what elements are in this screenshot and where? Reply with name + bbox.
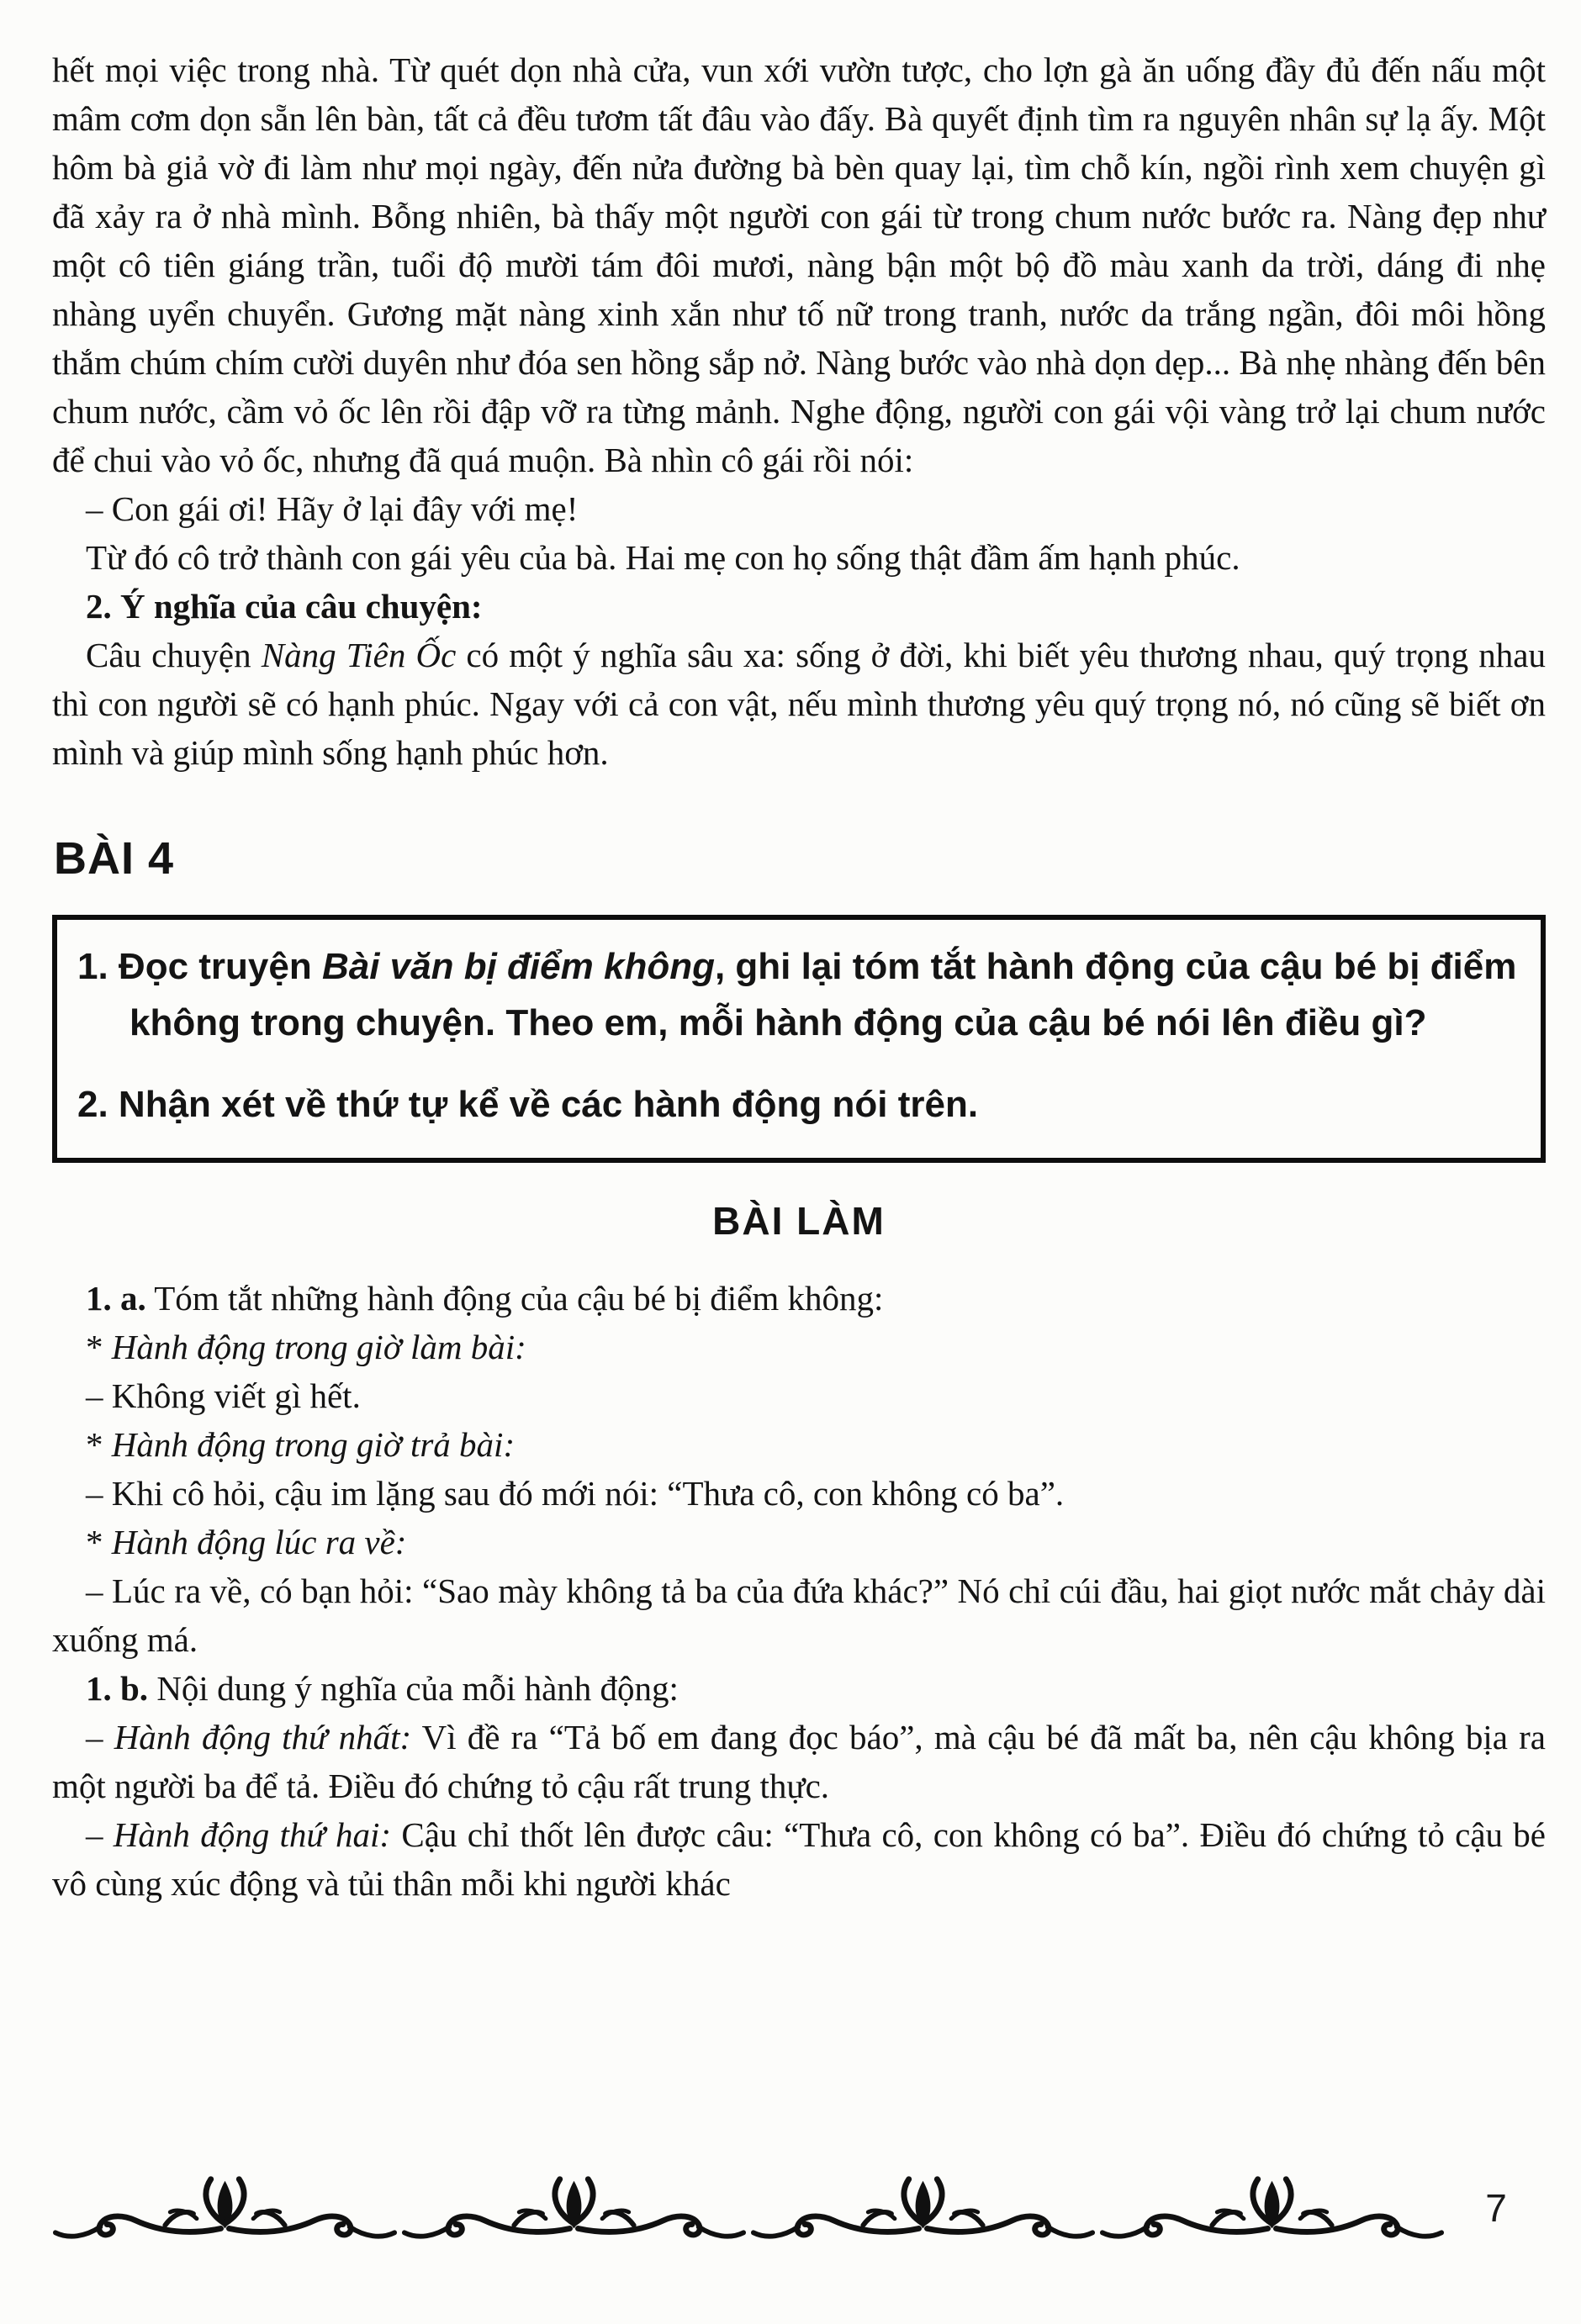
task-1-story-title: Bài văn bị điểm không xyxy=(321,946,715,987)
meaning-text-post: có một ý nghĩa sâu xa: sống ở đời, khi biết yêu thương nhau, quý trọng nhau thì con người sẽ có hạnh phúc. Ngay với cả con vật, nếu mình thương yêu quý trọng nó, nó cũng sẽ biết ơn mình và giúp mình sống hạnh phúc hơn. xyxy=(52,636,1546,772)
story-meaning-heading: 2. Ý nghĩa của câu chuyện: xyxy=(86,587,483,626)
story-section xyxy=(52,45,1546,777)
meaning-2-text: Cậu chỉ thốt lên được câu: “Thưa cô, con không có ba”. Điều đó chứng tỏ cậu bé vô cùng xúc động và tủi thân mỗi khi người khác xyxy=(52,1815,1547,1903)
answer-heading: BÀI LÀM xyxy=(712,1199,886,1243)
dash-marker: – xyxy=(86,1815,114,1854)
answer-item-1b xyxy=(52,1664,1546,1713)
dash-marker: – xyxy=(86,1718,114,1756)
action-title-3-text: Hành động lúc ra về: xyxy=(111,1523,407,1561)
task-item-1 xyxy=(77,938,1519,1051)
story-meaning-paragraph xyxy=(52,631,1546,777)
answer-item-1a xyxy=(52,1274,1546,1323)
action-note-3: – Lúc ra về, có bạn hỏi: “Sao mày không tả ba của đứa khác?” Nó chỉ cúi đầu, hai giọt nước mắt chảy dài xuống má. xyxy=(52,1571,1546,1659)
action-title-1 xyxy=(52,1323,1546,1371)
action-note-1: – Không viết gì hết. xyxy=(86,1376,361,1415)
answer-item-1a-text: Tóm tắt những hành động của cậu bé bị điểm không: xyxy=(145,1279,884,1318)
answer-section xyxy=(52,1274,1546,1908)
action-note-2: – Khi cô hỏi, cậu im lặng sau đó mới nói: “Thưa cô, con không có ba”. xyxy=(86,1474,1065,1513)
star-marker: * xyxy=(86,1425,103,1464)
answer-item-1b-text: Nội dung ý nghĩa của mỗi hành động: xyxy=(148,1669,679,1708)
footer-ornament xyxy=(50,2171,1446,2245)
answer-item-1a-label: 1. a. xyxy=(86,1279,146,1318)
action-title-1-text: Hành động trong giờ làm bài: xyxy=(111,1328,526,1366)
meaning-2-label: Hành động thứ hai: xyxy=(113,1815,392,1854)
story-paragraph-continuation: hết mọi việc trong nhà. Từ quét dọn nhà cửa, vun xới vườn tược, cho lợn gà ăn uống đầy đủ đến nấu một mâm cơm dọn sẵn lên bàn, tất cả đều tươm tất đâu vào đấy. Bà quyết định tìm ra nguyên nhân sự lạ ấy. Một hôm bà giả vờ đi làm như mọi ngày, đến nửa đường bà bèn quay lại, tìm chỗ kín, ngồi rình xem chuyện gì đã xảy ra ở nhà mình. Bỗng nhiên, bà thấy một người con gái từ trong chum nước bước ra. Nàng đẹp như một cô tiên giáng trần, tuổi độ mười tám đôi mươi, nàng bận một bộ đồ màu xanh da trời, dáng đi nhẹ nhàng uyển chuyển. Gương mặt nàng xinh xắn như tố nữ trong tranh, nước da trắng ngần, đôi môi hồng thắm chúm chím cười duyên như đóa sen hồng sắp nở. Nàng bước vào nhà dọn dẹp... Bà nhẹ nhàng đến bên chum nước, cầm vỏ ốc lên rồi đập vỡ ra từng mảnh. Nghe động, người con gái vội vàng trở lại chum nước để chui vào vỏ ốc, nhưng đã quá muộn. Bà nhìn cô gái rồi nói: xyxy=(52,50,1546,479)
page-footer xyxy=(50,2171,1546,2245)
task-2-number: 2. xyxy=(77,1084,108,1125)
story-dialogue-line: – Con gái ơi! Hãy ở lại đây với mẹ! xyxy=(86,489,579,528)
action-title-2-text: Hành động trong giờ trả bài: xyxy=(111,1425,516,1464)
task-2-text: Nhận xét về thứ tự kể về các hành động nói trên. xyxy=(108,1084,979,1125)
meaning-paragraph-2 xyxy=(52,1810,1546,1908)
meaning-1-text: Vì đề ra “Tả bố em đang đọc báo”, mà cậu bé đã mất ba, nên cậu không bịa ra một người ba để tả. Điều đó chứng tỏ cậu rất trung thực. xyxy=(52,1718,1547,1805)
task-1-text-pre: Đọc truyện xyxy=(108,946,322,987)
action-title-2 xyxy=(52,1420,1546,1469)
task-box xyxy=(52,915,1546,1163)
star-marker: * xyxy=(86,1328,103,1366)
meaning-paragraph-1 xyxy=(52,1713,1546,1810)
story-title-italic: Nàng Tiên Ốc xyxy=(261,636,457,674)
meaning-1-label: Hành động thứ nhất: xyxy=(114,1718,412,1756)
star-marker: * xyxy=(86,1523,103,1561)
page-number: 7 xyxy=(1485,2186,1507,2230)
story-paragraph: Từ đó cô trở thành con gái yêu của bà. Hai mẹ con họ sống thật đầm ấm hạnh phúc. xyxy=(86,538,1240,577)
action-title-3 xyxy=(52,1518,1546,1566)
task-1-text-post: , ghi lại tóm tắt hành động của cậu bé bị điểm không trong chuyện. Theo em, mỗi hành động của cậu bé nói lên điều gì? xyxy=(130,946,1517,1043)
task-1-number: 1. xyxy=(77,946,108,987)
lesson-heading: BÀI 4 xyxy=(54,833,175,884)
meaning-text-pre: Câu chuyện xyxy=(86,636,262,674)
answer-item-1b-label: 1. b. xyxy=(86,1669,149,1708)
task-item-2 xyxy=(77,1076,1519,1133)
